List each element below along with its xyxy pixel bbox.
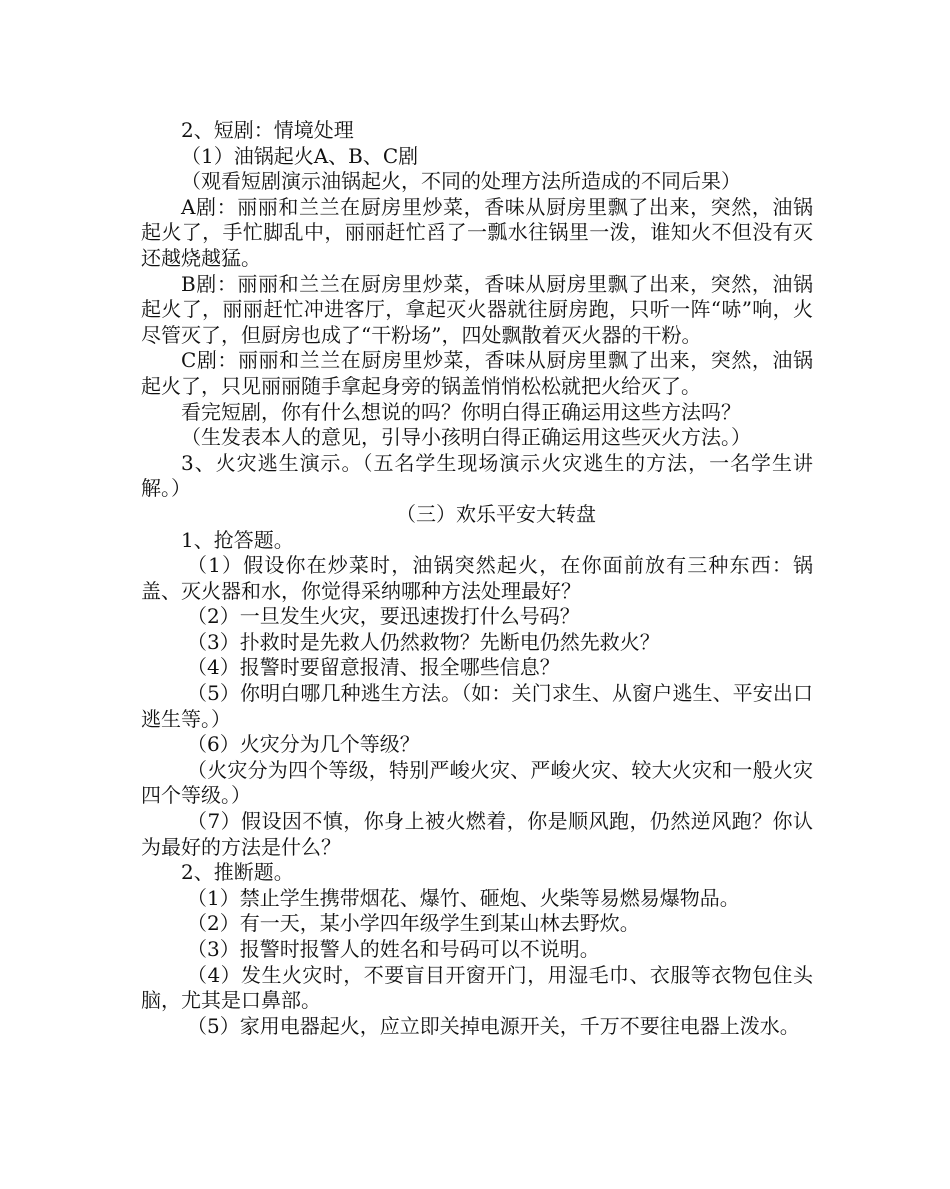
quiz-question: （2）一旦发生火灾，要迅速拨打什么号码？: [187, 604, 580, 629]
paragraph: 看完短剧，你有什么想说的吗？你明白得正确运用这些方法吗？: [181, 399, 741, 424]
judgement-item: （2）有一天，某小学四年级学生到某山林去野炊。: [187, 911, 640, 936]
section-heading-skit: 2、短剧：情境处理: [181, 118, 354, 142]
paragraph: （观看短剧演示油锅起火，不同的处理方法所造成的不同后果）: [181, 169, 741, 194]
judgement-item: （4）发生火灾时，不要盲目开窗开门，用湿毛巾、衣服等衣物包住头脑，尤其是口鼻部。: [141, 962, 813, 1013]
paragraph: （生发表本人的意见，引导小孩明白得正确运用这些灭火方法。）: [181, 425, 751, 450]
quiz-question: （1）假设你在炒菜时，油锅突然起火，在你面前放有三种东西：锅盖、灭火器和水，你觉得采纳哪种方法处理最好？: [141, 553, 813, 603]
quiz-question: （4）报警时要留意报清、报全哪些信息？: [187, 655, 560, 680]
judgement-item: （3）报警时报警人的姓名和号码可以不说明。: [187, 937, 600, 961]
document-body: [141, 118, 813, 1039]
skit-b-paragraph: B剧：丽丽和兰兰在厨房里炒菜，香味从厨房里飘了出来，突然，油锅起火了，丽丽赶忙冲进客厅，拿起灭火器就往厨房跑，只听一阵“哧”响，火尽管灭了，但厨房也成了“干粉场”，四处飘散着灭火器的干粉。: [141, 271, 813, 347]
quiz-question: （7）假设因不慎，你身上被火燃着，你是顺风跑，仍然逆风跑？你认为最好的方法是什么？: [141, 809, 813, 859]
quiz-question: （5）你明白哪几种逃生方法。（如：关门求生、从窗户逃生、平安出口逃生等。）: [141, 681, 813, 731]
judgement-item: （1）禁止学生携带烟花、爆竹、砸炮、火柴等易燃易爆物品。: [187, 885, 740, 910]
section-heading-escape-demo: 3、火灾逃生演示。（五名学生现场演示火灾逃生的方法，一名学生讲解。）: [141, 450, 813, 501]
quiz-answer: （火灾分为四个等级，特别严峻火灾、严峻火灾、较大火灾和一般火灾四个等级。）: [141, 757, 813, 808]
judgement-item: （5）家用电器起火，应立即关掉电源开关，千万不要往电器上泼水。: [187, 1013, 800, 1038]
section-title-wheel: （三）欢乐平安大转盘: [396, 501, 596, 526]
skit-c-paragraph: C剧：丽丽和兰兰在厨房里炒菜，香味从厨房里飘了出来，突然，油锅起火了，只见丽丽随手拿起身旁的锅盖悄悄松松就把火给灭了。: [141, 348, 813, 398]
section-heading-judgement: 2、推断题。: [181, 860, 294, 885]
section-heading-quiz: 1、抢答题。: [181, 527, 294, 552]
subheading-oil-fire: （1）油锅起火A、B、C剧: [181, 143, 419, 168]
quiz-question: （3）扑救时是先救人仍然救物？先断电仍然先救火？: [187, 629, 660, 654]
skit-a-paragraph: A剧：丽丽和兰兰在厨房里炒菜，香味从厨房里飘了出来，突然，油锅起火了，手忙脚乱中，丽丽赶忙舀了一瓢水往锅里一泼，谁知火不但没有灭还越烧越猛。: [141, 194, 813, 270]
quiz-question: （6）火灾分为几个等级？: [187, 732, 420, 757]
